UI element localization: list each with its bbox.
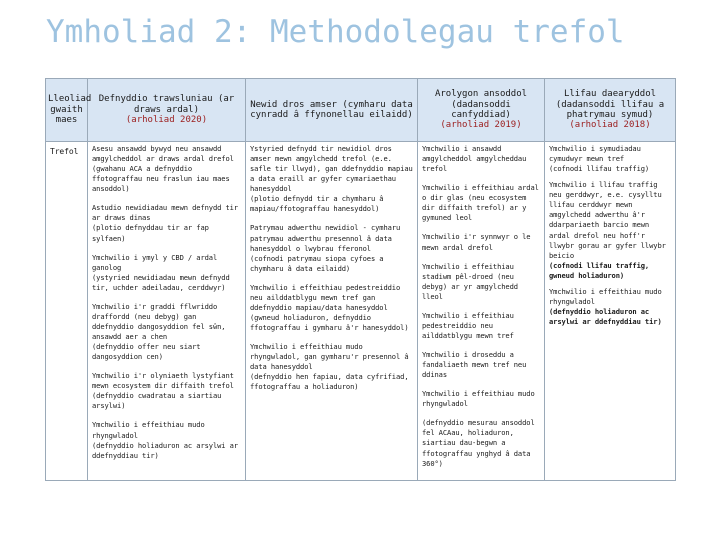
header-qualitative-surveys xyxy=(418,79,545,142)
header-exam-year: (arholiad 2018) xyxy=(569,120,651,131)
item-text: Ymchwilio i effeithiau mudo rhyngwladol xyxy=(549,286,662,306)
cell-item xyxy=(422,183,540,223)
header-label: Llifau daearyddol (dadansoddi llifau a phatrymau symud) xyxy=(555,89,665,120)
cell-item xyxy=(549,144,671,174)
item-text: Ymchwilio i'r graddi fflwriddo draffordd (neu debyg) gan ddefnyddio dangosyddion fel sŵn, ansawdd aer a chen xyxy=(92,301,226,341)
item-text: Patrymau adwerthu newidiol - cymharu patrymau adwerthu presennol â data hanesyddol o lwybrau fferonol xyxy=(250,223,401,253)
item-text: Ymchwilio i effeithiau ardal o dir glas (neu ecosystem dir diffaith trefol) ar y gymuned leol xyxy=(422,183,539,223)
cell-item xyxy=(92,371,241,411)
cell-item xyxy=(92,144,241,194)
item-text: Ymchwilio i effeithiau mudo rhyngwladol xyxy=(422,389,535,409)
cell-qualitative-surveys xyxy=(418,142,545,481)
item-text: Ymchwilio i'r synnwyr o le mewn ardal drefol xyxy=(422,232,531,252)
cell-item xyxy=(92,253,241,293)
item-method-note: (ystyried newidiadau mewn defnydd tir, uchder adeiladau, cerddwyr) xyxy=(92,272,230,292)
cell-item xyxy=(92,203,241,243)
item-method-note: (gwneud holiaduron, defnyddio ffotograffau i gymharu â'r hanesyddol) xyxy=(250,312,409,332)
item-text: Ymchwilio i effeithiau pedestreiddio neu ailddatblygu mewn tref xyxy=(422,310,514,340)
item-method-note: (gwahanu ACA a defnyddio ffotograffau neu fraslun iau maes ansoddol) xyxy=(92,164,230,194)
item-text: (defnyddio mesurau ansoddol fel ACAau, holiaduron, siartiau dau-begwn a ffotograffau ynghyd â data 360°) xyxy=(422,418,535,468)
item-method-note: (defnyddio holiaduron ac arsylwi ar ddefnyddiau tir) xyxy=(549,306,662,326)
row-label-urban: Trefol xyxy=(46,142,88,481)
header-label: Arolygon ansoddol (dadansoddi canfyddiad) xyxy=(434,89,528,120)
cell-item xyxy=(422,389,540,409)
item-method-note: (cofnodi llifau traffig) xyxy=(549,164,650,174)
urban-methodologies-table xyxy=(45,78,676,481)
header-change-over-time xyxy=(246,79,418,142)
cell-item xyxy=(250,342,413,392)
item-method-note: (defnyddio hen fapiau, data cyfrifiad, ffotograffau a holiaduron) xyxy=(250,372,409,392)
cell-item xyxy=(422,232,540,252)
item-text: Ymchwilio i symudiadau cymudwyr mewn tref xyxy=(549,144,641,164)
header-geographical-flows xyxy=(545,79,676,142)
item-text: Ymchwilio i effeithiau pedestreiddio neu ailddatblygu mewn tref gan ddefnyddio mapiau/data hanesyddol xyxy=(250,282,401,312)
header-transects xyxy=(88,79,246,142)
header-label: Newid dros amser (cymharu data cynradd â ffynonellau eilaidd) xyxy=(250,99,413,120)
item-method-note: (cofnodi llifau traffig, gwneud holiaduron) xyxy=(549,260,650,280)
header-exam-year: (arholiad 2019) xyxy=(440,120,522,131)
item-text: Ymchwilio i effeithiau stadiwm pêl-droed (neu debyg) ar yr amgylchedd lleol xyxy=(422,261,518,301)
header-exam-year: (arholiad 2020) xyxy=(125,115,208,126)
slide-title: Ymholiad 2: Methodolegau trefol xyxy=(46,14,625,50)
cell-item xyxy=(549,180,671,281)
item-text: Ystyried defnydd tir newidiol dros amser mewn amgylchedd trefol (e.e. safle tir llwyd), gan ddefnyddio mapiau a data eraill ar gyfer cymariaethau hanesyddol xyxy=(250,144,413,194)
item-text: Ymchwilio i droseddu a fandaliaeth mewn tref neu ddinas xyxy=(422,350,527,380)
item-text: Asesu ansawdd bywyd neu ansawdd amgylcheddol ar draws ardal drefol xyxy=(92,144,234,164)
item-method-note: (plotio defnyddau tir ar fap sylfaen) xyxy=(92,223,209,243)
item-method-note: (defnyddio holiaduron ac arsylwi ar ddefnyddiau tir) xyxy=(92,440,238,460)
item-text: Ymchwilio i effeithiau mudo rhyngwladol, gan gymharu'r presennol â data hanesyddol xyxy=(250,342,409,372)
item-text: Ymchwilio i ansawdd amgylcheddol amgylcheddau trefol xyxy=(422,144,527,174)
cell-item xyxy=(250,223,413,273)
cell-item xyxy=(549,287,671,327)
cell-item xyxy=(250,144,413,214)
cell-item xyxy=(250,283,413,333)
item-text: Ymchwilio i ymyl y CBD / ardal ganolog xyxy=(92,252,218,272)
table-header-row xyxy=(46,79,676,142)
cell-item xyxy=(92,420,241,460)
cell-change-over-time xyxy=(246,142,418,481)
cell-item xyxy=(422,144,540,174)
cell-item xyxy=(92,302,241,362)
item-method-note: (defnyddio offer neu siart dangosyddion cen) xyxy=(92,342,201,362)
cell-item xyxy=(422,262,540,302)
header-label: Defnyddio trawsluniau (ar draws ardal) xyxy=(98,94,235,115)
header-fieldwork-location xyxy=(46,79,92,142)
cell-item xyxy=(422,418,540,468)
item-text: Ymchwilio i effeithiau mudo rhyngwladol xyxy=(92,420,205,440)
cell-transects xyxy=(88,142,246,481)
table-row-urban xyxy=(46,142,676,481)
item-text: Ymchwilio i llifau traffig neu gerddwyr, e.e. cysylltu llifau cerddwyr mewn amgylchedd adwerthu â'r ddarpariaeth barcio mewn ardal drefol neu hoff'r llwybr gorau ar gyfer llwybr beicio xyxy=(549,180,666,260)
header-label: Lleoliad gwaith maes xyxy=(48,94,92,126)
item-method-note: (defnyddio cwadratau a siartiau arsylwi) xyxy=(92,391,222,411)
item-method-note: (cofnodi patrymau siopa cyfoes a chymharu â data eilaidd) xyxy=(250,253,384,273)
item-method-note: (plotio defnydd tir a chymharu â mapiau/ffotograffau hanesyddol) xyxy=(250,194,384,214)
item-text: Ymchwilio i'r olyniaeth lystyfiant mewn ecosystem dir diffaith trefol xyxy=(92,371,234,391)
item-text: Astudio newidiadau mewn defnydd tir ar draws dinas xyxy=(92,203,238,223)
cell-item xyxy=(422,311,540,341)
cell-item xyxy=(422,350,540,380)
cell-geographical-flows xyxy=(545,142,676,481)
